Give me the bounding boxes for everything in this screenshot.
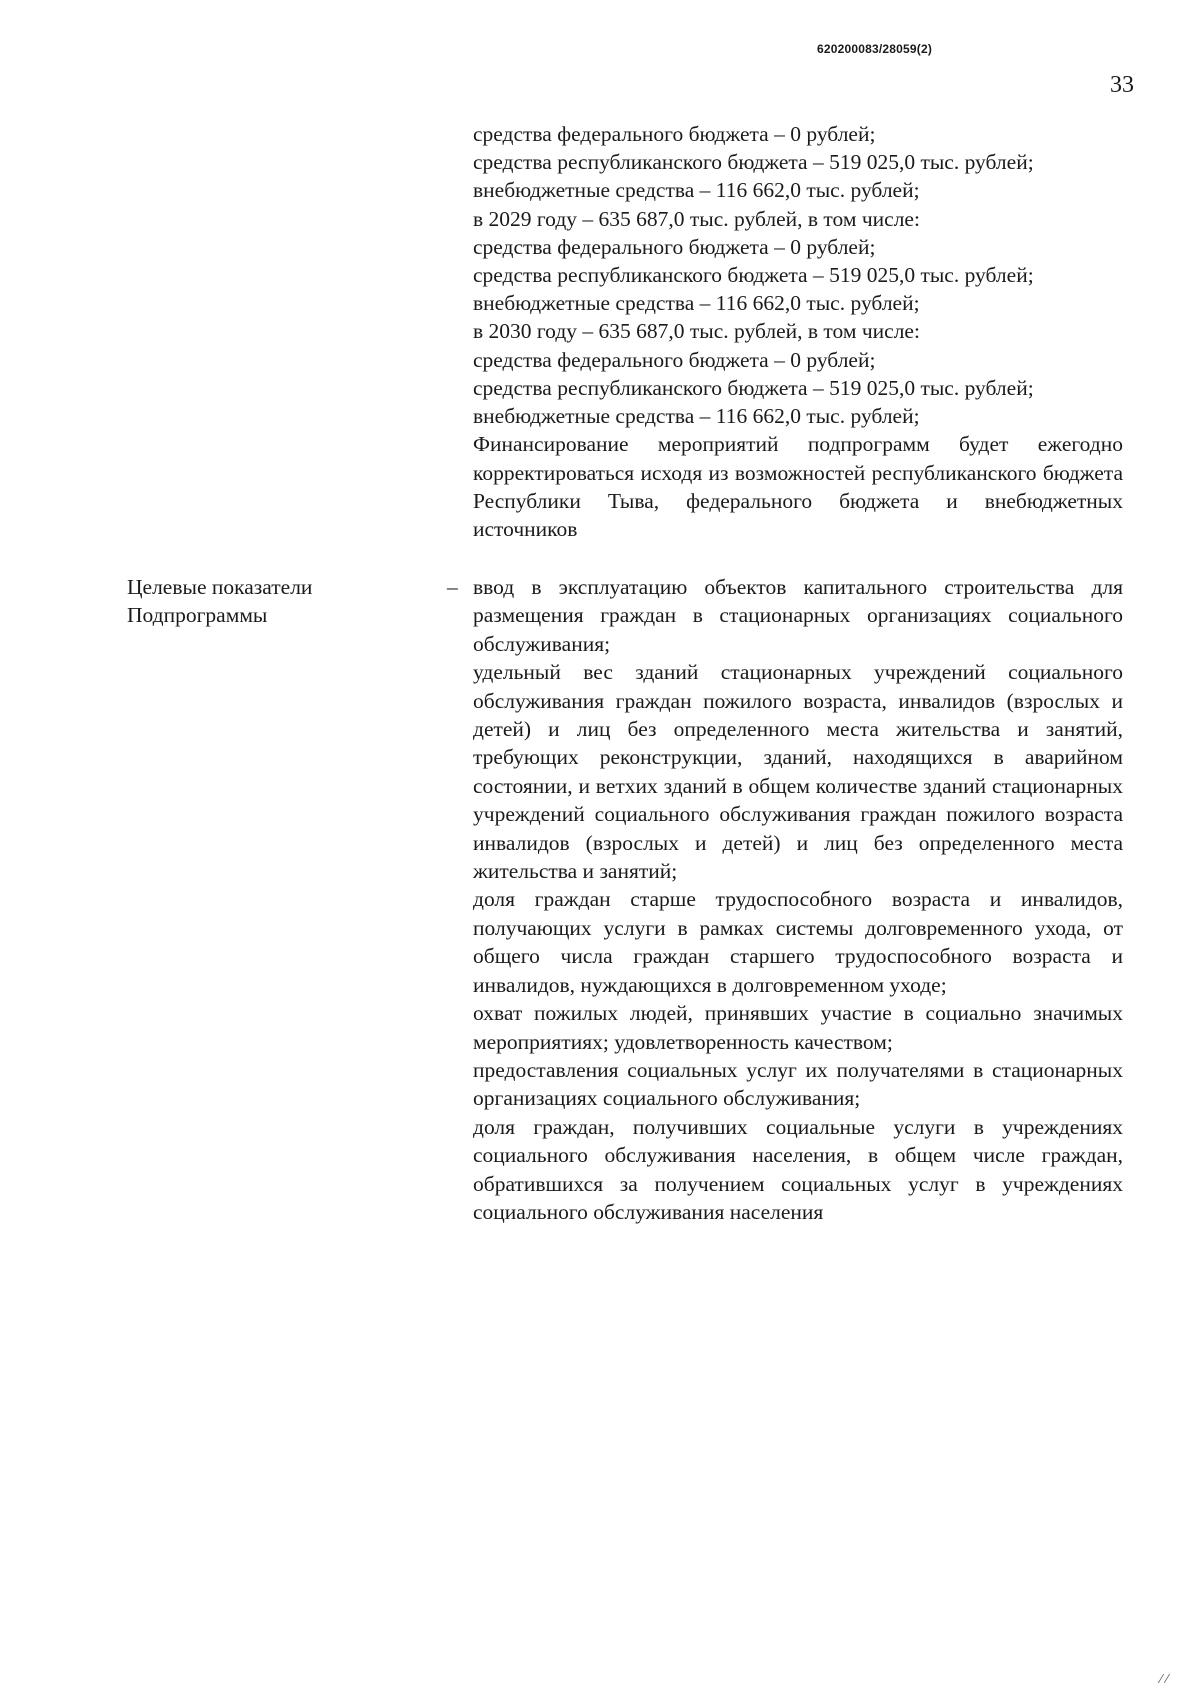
indicator-item: доля граждан старше трудоспособного возраста и инвалидов, получающих услуги в рамках системы долговременного ухода, от общего числа граждан старшего трудоспособного возраста и инвалидов, нуждающихся в долговременном уходе;	[473, 887, 1123, 997]
funding-line: внебюджетные средства – 116 662,0 тыс. рублей;	[473, 291, 920, 316]
funding-line: внебюджетные средства – 116 662,0 тыс. рублей;	[473, 178, 920, 203]
funding-line: средства республиканского бюджета – 519 025,0 тыс. рублей;	[473, 375, 1034, 400]
indicator-item: охват пожилых людей, принявших участие в социально значимых мероприятиях; удовлетворенность качеством;	[473, 1001, 1123, 1054]
funding-block	[473, 120, 1123, 544]
indicators-dash: –	[447, 575, 458, 599]
funding-note: Финансирование мероприятий подпрограмм будет ежегодно корректироваться исходя из возможностей республиканского бюджета Республики Тыва, федерального бюджета и внебюджетных источников	[473, 432, 1123, 542]
indicators-block	[473, 573, 1123, 1226]
funding-line: средства федерального бюджета – 0 рублей;	[473, 347, 876, 372]
funding-line: средства федерального бюджета – 0 рублей;	[473, 122, 876, 146]
indicator-item: доля граждан, получивших социальные услуги в учреждениях социального обслуживания населения, в общем числе граждан, обратившихся за получением социальных услуг в учреждениях социального обслуживания населения	[473, 1114, 1123, 1224]
funding-line: в 2029 году – 635 687,0 тыс. рублей, в том числе:	[473, 206, 920, 231]
funding-line: средства федерального бюджета – 0 рублей;	[473, 234, 876, 259]
page-number: 33	[1110, 72, 1134, 98]
funding-line: средства республиканского бюджета – 519 025,0 тыс. рублей;	[473, 263, 1034, 288]
indicator-item: ввод в эксплуатацию объектов капитального строительства для размещения граждан в стационарных организациях социального обслуживания;	[473, 575, 1123, 656]
doc-code: 620200083/28059(2)	[817, 42, 933, 56]
funding-line: внебюджетные средства – 116 662,0 тыс. рублей;	[473, 404, 920, 429]
scan-artifact: ⁄ ⁄	[1160, 1672, 1168, 1686]
funding-line: средства республиканского бюджета – 519 025,0 тыс. рублей;	[473, 150, 1034, 175]
indicator-item: удельный вес зданий стационарных учреждений социального обслуживания граждан пожилого возраста, инвалидов (взрослых и детей) и лиц без определенного места жительства и занятий, требующих реконструкции, зданий, находящихся в аварийном состоянии, и ветхих зданий в общем количестве зданий стационарных учреждений социального обслуживания граждан пожилого возраста инвалидов (взрослых и детей) и лиц без определенного места жительства и занятий;	[473, 660, 1123, 884]
indicators-label: Целевые показатели Подпрограммы	[127, 575, 313, 627]
indicator-item: предоставления социальных услуг их получателями в стационарных организациях социального обслуживания;	[473, 1057, 1123, 1111]
funding-line: в 2030 году – 635 687,0 тыс. рублей, в том числе:	[473, 319, 920, 344]
